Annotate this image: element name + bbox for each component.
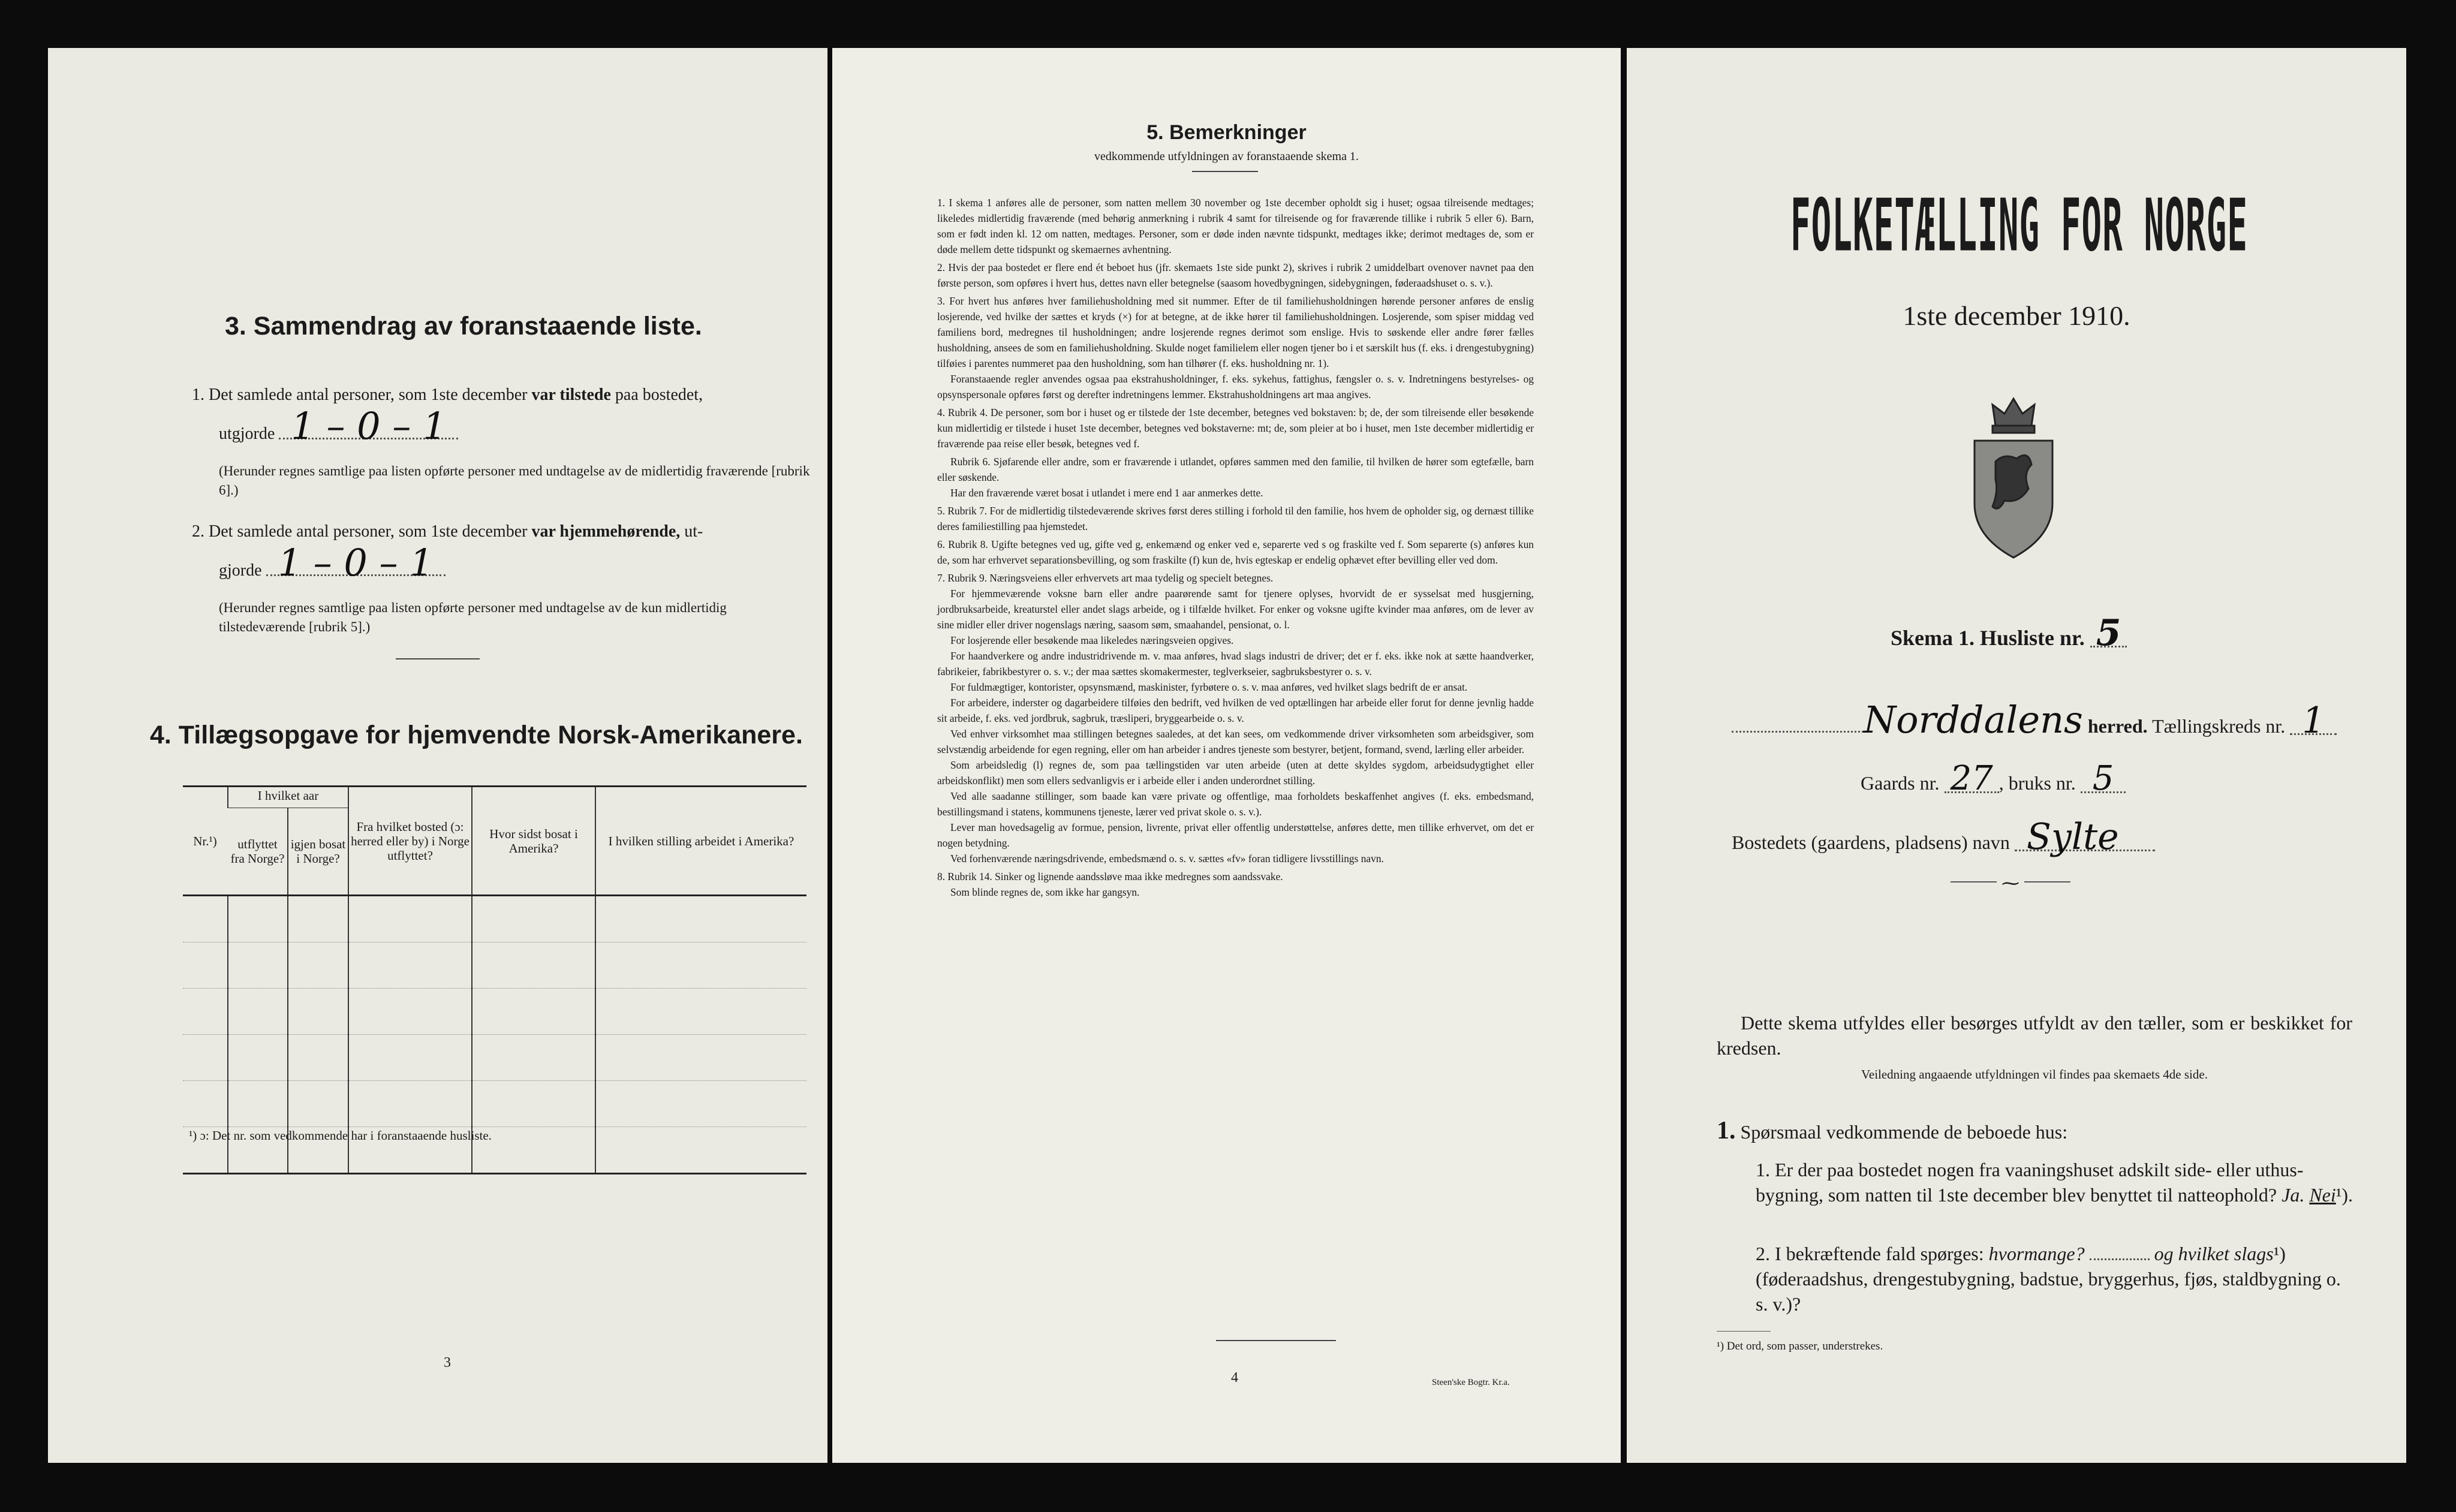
col-group-year: I hvilket aar bbox=[228, 787, 348, 808]
remark-paragraph: 1. I skema 1 anføres alle de personer, som natten mellem 30 november og 1ste december opholdt sig i huset; ogsaa tilreisende medtages; likeledes midlertidig fraværende (med behørig anmerkning i rubrik 4 samt for tilreisende og for fraværende tillike i rubrik 5 eller 6). Barn, som er født inden kl. 12 om natten, medtages. Personer, som er døde inden nævnte tidspunkt, medtages ikke; derimot medtages de, som er døde mellem dette tidspunkt og skemaernes avhentning. bbox=[937, 197, 1534, 255]
remark-paragraph: 8. Rubrik 14. Sinker og lignende aandssløve maa ikke medregnes som aandssvake. bbox=[937, 871, 1283, 882]
page-left bbox=[48, 48, 827, 1463]
section4-title: 4. Tillægsopgave for hjemvendte Norsk-Amerikanere. bbox=[150, 721, 803, 749]
remark-paragraph: Ved enhver virksomhet maa stillingen betegnes saaledes, at det kan sees, om vedkommende driver virksomheten som arbeidsgiver, som selvstændig arbeidende for egen regning, eller om han arbeider i andres tjeneste som bestyrer, betjent, formand, svend, lærling eller arbeider. bbox=[937, 728, 1534, 755]
summary-item-2-note: (Herunder regnes samtlige paa listen opførte personer med undtagelse av de kun midlertidig tilstedeværende [rubrik 5].) bbox=[219, 600, 727, 634]
remark-paragraph: Rubrik 6. Sjøfarende eller andre, som er fraværende i utlandet, opføres sammen med den familie, til hvilken de hører som egtefælle, barn eller søskende. bbox=[937, 456, 1534, 483]
census-title: FOLKETÆLLING FOR NORGE bbox=[1790, 183, 2249, 267]
remark-paragraph: 5. Rubrik 7. For de midlertidig tilstedeværende skrives først deres stilling i forhold til den familie, hos hvem de opholder sig, og dernæst tillike deres familiestilling paa hjemstedet. bbox=[937, 505, 1534, 532]
intro-text: Dette skema utfyldes eller besørges utfyldt av den tæller, som er beskikket for kredsen. bbox=[1717, 1012, 2352, 1059]
handwritten-list-number: 5 bbox=[2090, 621, 2127, 647]
ornament-divider: ⁓ bbox=[1951, 881, 2070, 885]
gaards-line: Gaards nr. 27 , bruks nr. 5 bbox=[1861, 766, 2126, 796]
question-heading: 1. Spørsmaal vedkommende de beboede hus: bbox=[1717, 1117, 2068, 1144]
divider bbox=[1216, 1340, 1336, 1341]
skema-line: Skema 1. Husliste nr. 5 bbox=[1891, 621, 2127, 650]
divider bbox=[1192, 171, 1258, 172]
herred-line: Norddalens herred. Tællingskreds nr. 1 bbox=[1732, 707, 2337, 739]
remark-paragraph: For losjerende eller besøkende maa likeledes næringsveien opgives. bbox=[950, 634, 1234, 646]
norway-coat-of-arms-icon bbox=[1963, 384, 2064, 564]
summary-item-1-line2: utgjorde 1 – 0 – 1 bbox=[219, 415, 458, 445]
remark-paragraph: For fuldmægtiger, kontorister, opsynsmænd, maskinister, fyrbøtere o. s. v. maa anføres, ved hvilket slags bedrift de er ansat. bbox=[950, 681, 1468, 693]
footnote: ¹) Det ord, som passer, understrekes. bbox=[1717, 1340, 1883, 1353]
remark-paragraph: Ved alle saadanne stillinger, som baade kan være private og offentlige, maa forholdets beskaffenhet angives (f. eks. embedsmand, bestillingsmand i statens, kommunens tjeneste, lærer ved privat skole o. s. v.). bbox=[937, 790, 1534, 818]
page-number: 4 bbox=[1231, 1370, 1238, 1386]
summary-item-1-note: (Herunder regnes samtlige paa listen opførte personer med undtagelse av de midlertidig fraværende [rubrik 6].) bbox=[219, 463, 810, 498]
remark-paragraph: 6. Rubrik 8. Ugifte betegnes ved ug, gifte ved g, enkemænd og enker ved e, separerte ved s og fraskilte ved f. Som separerte (s) anføres kun de, som har erhvervet separationsbevilling, og som fraskilte (f) kun de, hvis egteskap er endelig ophævet efter bevilling eller ved dom. bbox=[937, 538, 1534, 566]
handwritten-farm-number: 27 bbox=[1945, 766, 1999, 793]
summary-item-2: 2. Det samlede antal personer, som 1ste december var hjemmehørende, ut- bbox=[192, 522, 703, 541]
remark-paragraph: Foranstaaende regler anvendes ogsaa paa ekstrahusholdninger, f. eks. sykehus, fattighus, fængsler o. s. v. Indretningens bestyrelses- og opsynspersonale opføres først og derefter indretningens lemmer. Ekstrahusholdningens art maa angives. bbox=[937, 373, 1534, 400]
col-occupation: I hvilken stilling arbeidet i Amerika? bbox=[595, 787, 806, 896]
bosted-line: Bostedets (gaardens, pladsens) navn Sylte bbox=[1732, 824, 2155, 855]
remark-paragraph: For arbeidere, inderster og dagarbeidere tilføies den bedrift, ved hvilken de ved optællingen har arbeide eller forut for denne jevnlig hadde sit arbeide, f. eks. ved jordbruk, sagbruk, træsliperi, bryggearbeide o. s. v. bbox=[937, 697, 1534, 724]
page-middle bbox=[832, 48, 1621, 1463]
census-title-wrap bbox=[1627, 183, 2406, 267]
remark-paragraph: 4. Rubrik 4. De personer, som bor i huset og er tilstede der 1ste december, betegnes ved bokstaven: b; de, der som tilreisende eller besøkende kun midlertidig er tilstede i huset 1ste december, betegnes ved bokstaverne: mt; de, som pleier at bo i huset, men 1ste december midlertidig er fraværende paa reise eller besøk, betegnes ved f. bbox=[937, 406, 1534, 450]
remarks-body bbox=[937, 195, 1534, 900]
divider bbox=[396, 658, 480, 659]
remark-paragraph: 7. Rubrik 9. Næringsveiens eller erhvervets art maa tydelig og specielt betegnes. bbox=[937, 572, 1274, 584]
page-right bbox=[1627, 48, 2406, 1463]
remark-paragraph: Ved forhenværende næringsdrivende, embedsmænd o. s. v. sættes «fv» foran tidligere livsstillings navn. bbox=[950, 853, 1384, 865]
remark-paragraph: Som arbeidsledig (l) regnes de, som paa tællingstiden var uten arbeide (uten at dette skyldes sygdom, arbeidsudygtighet eller arbeidskonflikt) men som ellers sedvanligvis er i arbeide eller i anden underordnet stilling. bbox=[937, 759, 1534, 787]
remark-paragraph: 2. Hvis der paa bostedet er flere end ét beboet hus (jfr. skemaets 1ste side punkt 2), skrives i rubrik 2 umiddelbart ovenover navnet paa den første person, som opføres i hvert hus, dettes navn eller betegnelse (saasom hovedbygningen, sidebygningen, føderaadshuset o. s. v.). bbox=[937, 261, 1534, 289]
section3-title: 3. Sammendrag av foranstaaende liste. bbox=[225, 312, 702, 341]
table-footnote: ¹) ɔ: Det nr. som vedkommende har i foranstaaende husliste. bbox=[189, 1128, 492, 1143]
col-from-place: Fra hvilket bosted (ɔ: herred eller by) i Norge utflyttet? bbox=[348, 787, 472, 896]
census-date: 1ste december 1910. bbox=[1903, 300, 2130, 331]
handwritten-herred: Norddalens bbox=[1864, 698, 2083, 742]
col-last-residence: Hvor sidst bosat i Amerika? bbox=[472, 787, 595, 896]
summary-item-1: 1. Det samlede antal personer, som 1ste december var tilstede paa bostedet, bbox=[192, 385, 703, 404]
col-nr: Nr.¹) bbox=[183, 787, 228, 896]
remark-paragraph: Som blinde regnes de, som ikke har gangsyn. bbox=[950, 886, 1140, 898]
table-row bbox=[183, 1035, 806, 1081]
question-2: 2. I bekræftende fald spørges: hvormange? og hvilket slags¹) (føderaadshus, drengestubygning, badstue, bryggerhus, fjøs, staldbygning o. s. v.)? bbox=[1756, 1243, 2341, 1315]
col-returned: igjen bosat i Norge? bbox=[288, 808, 348, 896]
remark-paragraph: Lever man hovedsagelig av formue, pension, livrente, privat eller offentlig understøttelse, anføres dette, men tillike erhvervet, om det er nogen betydning. bbox=[937, 821, 1534, 849]
table-row bbox=[183, 989, 806, 1035]
remarks-subtitle: vedkommende utfyldningen av foranstaaende skema 1. bbox=[1094, 150, 1359, 163]
remark-paragraph: For hjemmeværende voksne barn eller andre paarørende samt for tjenere oplyses, hvorvidt de er sysselsat med husgjerning, jordbruksarbeide, kreaturstel eller andet slags arbeide, og i tilfælde hvilket. For enker og voksne ugifte kvinder maa anføres, om de lever av sine midler eller driver nogenslags næring, saasom søm, smaahandel, pensionat, o. l. bbox=[937, 588, 1534, 631]
page-number: 3 bbox=[444, 1355, 451, 1371]
guide-text: Veiledning angaaende utfyldningen vil findes paa skemaets 4de side. bbox=[1861, 1067, 2208, 1082]
table-row bbox=[183, 1081, 806, 1127]
question-1: 1. Er der paa bostedet nogen fra vaaningshuset adskilt side- eller uthus-bygning, som natten til 1ste december blev benyttet til natteophold? Ja. Nei¹). bbox=[1756, 1159, 2353, 1206]
remarks-title: 5. Bemerkninger bbox=[1146, 121, 1307, 144]
handwritten-present-count: 1 – 0 – 1 bbox=[279, 415, 458, 439]
remark-paragraph: Har den fraværende været bosat i utlandet i mere end 1 aar anmerkes dette. bbox=[950, 487, 1263, 499]
printer-credit: Steen'ske Bogtr. Kr.a. bbox=[1432, 1378, 1510, 1387]
table-row bbox=[183, 896, 806, 942]
handwritten-place-name: Sylte bbox=[2015, 824, 2155, 851]
remark-paragraph: For haandverkere og andre industridrivende m. v. maa anføres, hvad slags industri de driver; det er f. eks. ikke nok at sætte haandverker, fabrikeier, fabrikbestyrer o. s. v.; der maa sættes skomakermester, teglverkseier, sagbruksbestyrer o. s. v. bbox=[937, 650, 1534, 677]
col-emigrated: utflyttet fra Norge? bbox=[228, 808, 288, 896]
remark-paragraph: 3. For hvert hus anføres hver familiehusholdning med sit nummer. Efter de til familiehusholdningen hørende personer anføres de enslig losjerende, ved hvilke der sættes et kryds (×) for at betegne, at de ikke hører til familiehusholdningen. Losjerende, som spiser middag ved familiens bord, medregnes til husholdningen; andre losjerende regnes derimot som enslige. Hvis to søskende eller andre fører fælles husholdning, ansees de som en familiehusholdning. Skulde noget familielem eller nogen tjener bo i et særskilt hus (f. eks. i drengestubygning) tilføies i parentes nummeret paa den husholdning, som han tilhører (f. eks. husholdning nr. 1). bbox=[937, 295, 1534, 369]
norwegian-american-table bbox=[183, 785, 806, 1174]
summary-item-2-line2: gjorde 1 – 0 – 1 bbox=[219, 552, 446, 582]
handwritten-holding-number: 5 bbox=[2081, 766, 2126, 793]
handwritten-district: 1 bbox=[2290, 708, 2337, 735]
table-row bbox=[183, 942, 806, 989]
answer-nei: Nei bbox=[2309, 1184, 2336, 1206]
handwritten-resident-count: 1 – 0 – 1 bbox=[266, 552, 446, 576]
divider bbox=[1717, 1331, 1771, 1332]
